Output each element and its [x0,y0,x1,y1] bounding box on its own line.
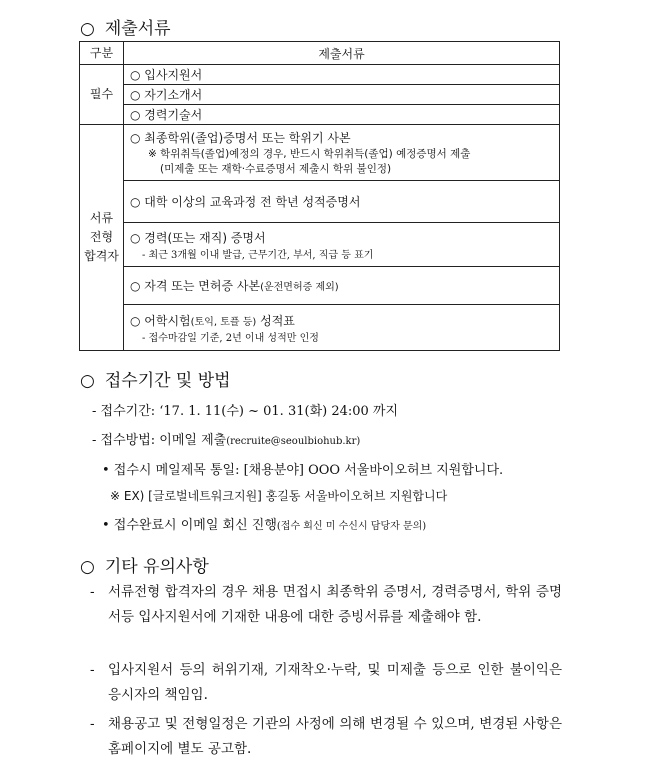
doc-main-tail: 성적표 [256,313,295,328]
section-heading-submit-docs [80,14,171,39]
doc-sub: - 최근 3개월 이내 발급, 근무기간, 부서, 직급 등 표기 [142,249,374,261]
table-row [80,105,560,125]
table-header-row [80,42,560,65]
doc-sub: - 접수마감일 기준, 2년 이내 성적만 인정 [142,332,319,344]
circle-mark: ○ [80,371,95,391]
table-row [80,267,560,305]
table-row [80,65,560,85]
header-category: 구분 [80,42,124,65]
dash-mark: - [90,716,95,732]
reply-note: (접수 회신 미 수신시 담당자 문의) [276,521,427,532]
note-paragraph [90,580,562,630]
table-row [80,305,560,351]
table-row [80,85,560,105]
circle-mark: ○ [80,557,95,577]
bullet-reply: • 접수완료시 이메일 회신 진행(접수 회신 미 수신시 담당자 문의) [102,518,427,533]
section-heading-period [80,366,231,391]
doc-item-career [124,223,560,267]
section-title: 접수기간 및 방법 [104,371,231,391]
dash-mark: - [90,662,95,678]
doc-main-small: (토익, 토플 등) [190,316,257,328]
doc-item-language [124,305,560,351]
note-text: 입사지원서 등의 허위기재, 기재착오·누락, 및 미제출 등으로 인한 불이익은 응시자의 책임임. [108,662,562,703]
method-line: - 접수방법: 이메일 제출(recruite@seoulbiohub.kr) [92,433,361,448]
doc-main-small: (운전면허증 제외) [260,282,339,293]
category-required: 필수 [80,65,124,125]
doc-item-transcript [124,181,560,223]
doc-item: ○ 입사지원서 [124,65,560,85]
table-row [80,181,560,223]
table-row [80,125,560,181]
email-address: (recruite@seoulbiohub.kr) [226,436,361,447]
doc-item: ○ 자기소개서 [124,85,560,105]
doc-item-degree [124,125,560,181]
doc-main: ○ 경력(또는 재직) 증명서 [130,230,266,245]
example-line: ※ EX) [글로벌네트워크지원] 홍길동 서울바이오허브 지원합니다 [110,489,448,503]
period-line: - 접수기간: ‘17. 1. 11(수) ~ 01. 31(화) 24:00 까지 [92,404,399,419]
section-title: 기타 유의사항 [104,557,209,577]
doc-main: ○ 대학 이상의 교육과정 전 학년 성적증명서 [130,195,361,209]
note-paragraph [90,712,562,762]
category-line: 합격자 [84,249,119,263]
category-line: 전형 [89,230,114,244]
dash-mark: - [90,584,95,600]
section-heading-notes [80,552,209,577]
bullet-mail-subject: • 접수시 메일제목 통일: [채용분야] OOO 서울바이오허브 지원합니다. [102,463,504,478]
note-text: 채용공고 및 전형일정은 기관의 사정에 의해 변경될 수 있으며, 변경된 사항은 홈페이지에 별도 공고함. [108,716,562,757]
doc-main: ○ 최종학위(졸업)증명서 또는 학위기 사본 [130,131,351,145]
doc-item-license [124,267,560,305]
note-paragraph [90,658,562,708]
note-text: 서류전형 합격자의 경우 채용 면접시 최종학위 증명서, 경력증명서, 학위 증명서등 입사지원서에 기재한 내용에 대한 증빙서류를 제출해야 함. [108,584,562,625]
doc-item: ○ 경력기술서 [124,105,560,125]
doc-note: (미제출 또는 재학·수료증명서 제출시 학위 불인정) [160,163,392,175]
section-title: 제출서류 [104,19,171,39]
table-row [80,223,560,267]
category-document-pass [80,125,124,351]
header-documents: 제출서류 [124,42,560,65]
doc-main: ○ 어학시험 [130,313,191,328]
category-line: 서류 [89,211,114,225]
circle-mark: ○ [80,19,95,39]
doc-main: ○ 자격 또는 면허증 사본 [130,279,261,293]
doc-note: ※ 학위취득(졸업)예정의 경우, 반드시 학위취득(졸업) 예정증명서 제출 [148,148,471,160]
documents-table [79,41,560,351]
